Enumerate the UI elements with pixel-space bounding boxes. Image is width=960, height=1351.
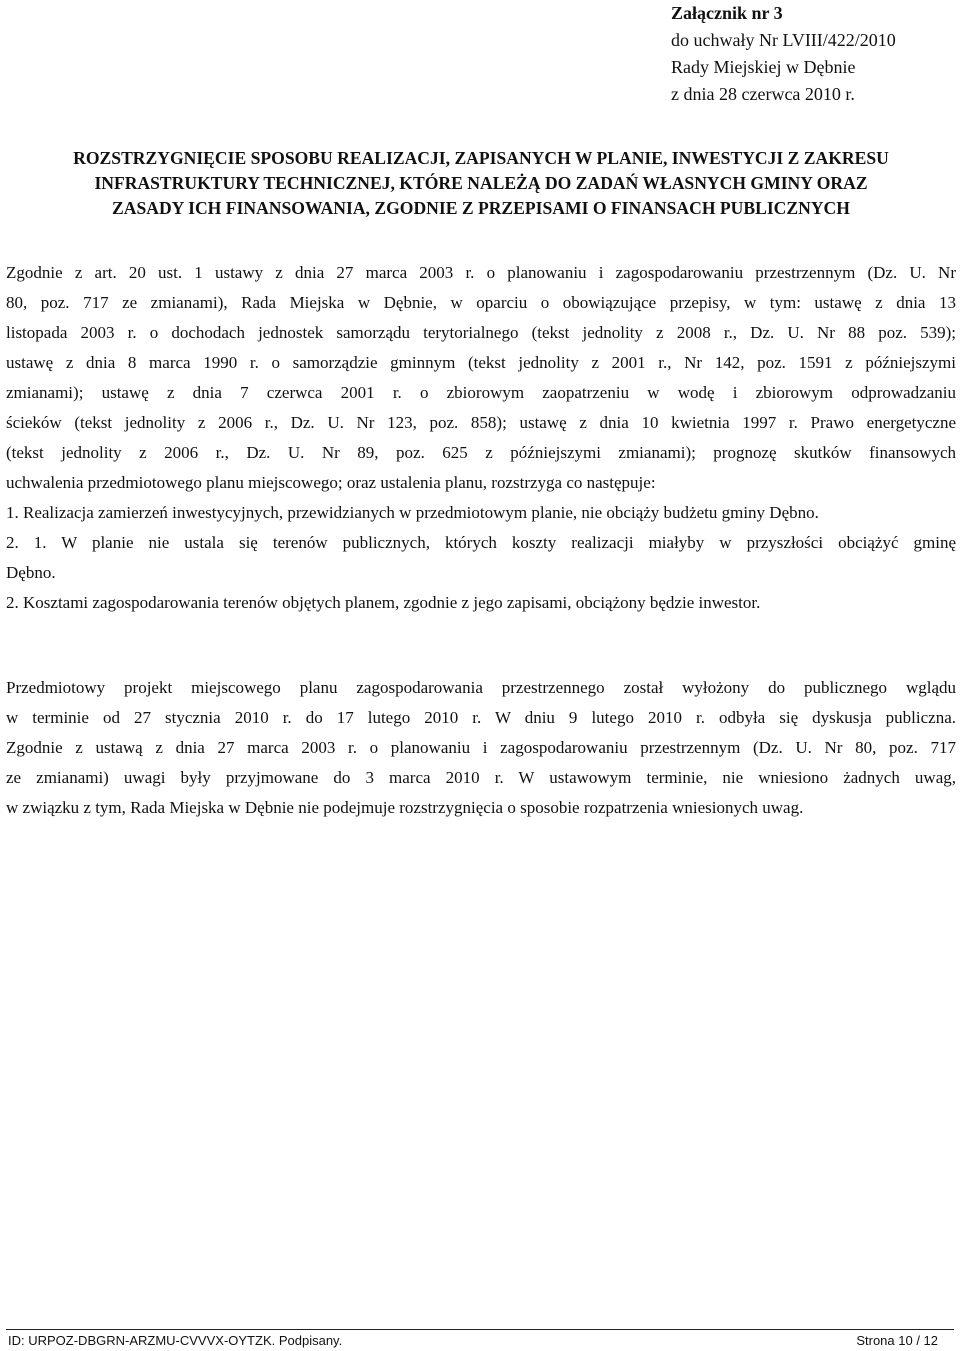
title-line: ZASADY ICH FINANSOWANIA, ZGODNIE Z PRZEPISAMI O FINANSACH PUBLICZNYCH <box>112 198 850 218</box>
body-line: 80, poz. 717 ze zmianami), Rada Miejska w Dębnie, w oparciu o obowiązujące przepisy, w tym: ustawę z dnia 13 <box>6 293 956 312</box>
body-line: Dębno. <box>6 563 56 582</box>
body-line: Zgodnie z art. 20 ust. 1 ustawy z dnia 27 marca 2003 r. o planowaniu i zagospodarowaniu przestrzennym (Dz. U. Nr <box>6 263 956 282</box>
footer-divider <box>6 1329 954 1330</box>
decision-item-2-2: 2. Kosztami zagospodarowania terenów objętych planem, zgodnie z jego zapisami, obciążony będzie inwestor. <box>6 593 761 612</box>
body-line: (tekst jednolity z 2006 r., Dz. U. Nr 89, poz. 625 z późniejszymi zmianami); prognozę skutków finansowych <box>6 443 956 462</box>
body-line: Przedmiotowy projekt miejscowego planu zagospodarowania przestrzennego został wyłożony do publicznego wglądu <box>6 678 956 697</box>
main-paragraph <box>6 258 956 618</box>
body-line: listopada 2003 r. o dochodach jednostek samorządu terytorialnego (tekst jednolity z 2008 r., Dz. U. Nr 88 poz. 539); <box>6 323 956 342</box>
body-line: w związku z tym, Rada Miejska w Dębnie nie podejmuje rozstrzygnięcia o sposobie rozpatrzenia wniesionych uwag. <box>6 798 804 817</box>
decision-item-1: 1. Realizacja zamierzeń inwestycyjnych, przewidzianych w przedmiotowym planie, nie obciąży budżetu gminy Dębno. <box>6 503 819 522</box>
council-name: Rady Miejskiej w Dębnie <box>671 57 856 77</box>
page-number: Strona 10 / 12 <box>856 1333 938 1348</box>
title-line: ROZSTRZYGNIĘCIE SPOSOBU REALIZACJI, ZAPISANYCH W PLANIE, INWESTYCJI Z ZAKRESU <box>73 148 889 168</box>
body-line: ustawę z dnia 8 marca 1990 r. o samorządzie gminnym (tekst jednolity z 2001 r., Nr 142, poz. 1591 z późniejszymi <box>6 353 956 372</box>
attachment-header <box>671 0 956 108</box>
resolution-date: z dnia 28 czerwca 2010 r. <box>671 84 855 104</box>
public-consultation-paragraph <box>6 673 956 823</box>
decision-item-2-1: 2. 1. W planie nie ustala się terenów publicznych, których koszty realizacji miałyby w przyszłości obciążyć gminę <box>6 533 956 552</box>
body-line: ścieków (tekst jednolity z 2006 r., Dz. U. Nr 123, poz. 858); ustawę z dnia 10 kwietnia 1997 r. Prawo energetyczne <box>6 413 956 432</box>
title-line: INFRASTRUKTURY TECHNICZNEJ, KTÓRE NALEŻĄ DO ZADAŃ WŁASNYCH GMINY ORAZ <box>94 173 868 193</box>
body-line: uchwalenia przedmiotowego planu miejscowego; oraz ustalenia planu, rozstrzyga co następuje: <box>6 473 656 492</box>
attachment-number: Załącznik nr 3 <box>671 3 783 23</box>
document-title <box>6 146 956 221</box>
document-id: ID: URPOZ-DBGRN-ARZMU-CVVVX-OYTZK. Podpisany. <box>8 1333 343 1348</box>
body-line: Zgodnie z ustawą z dnia 27 marca 2003 r. o planowaniu i zagospodarowaniu przestrzennym (Dz. U. Nr 80, poz. 717 <box>6 738 956 757</box>
body-line: w terminie od 27 stycznia 2010 r. do 17 lutego 2010 r. W dniu 9 lutego 2010 r. odbyła się dyskusja publiczna. <box>6 708 956 727</box>
body-line: zmianami); ustawę z dnia 7 czerwca 2001 r. o zbiorowym zaopatrzeniu w wodę i zbiorowym odprowadzaniu <box>6 383 956 402</box>
resolution-number: do uchwały Nr LVIII/422/2010 <box>671 30 896 50</box>
body-line: ze zmianami) uwagi były przyjmowane do 3 marca 2010 r. W ustawowym terminie, nie wniesiono żadnych uwag, <box>6 768 956 787</box>
